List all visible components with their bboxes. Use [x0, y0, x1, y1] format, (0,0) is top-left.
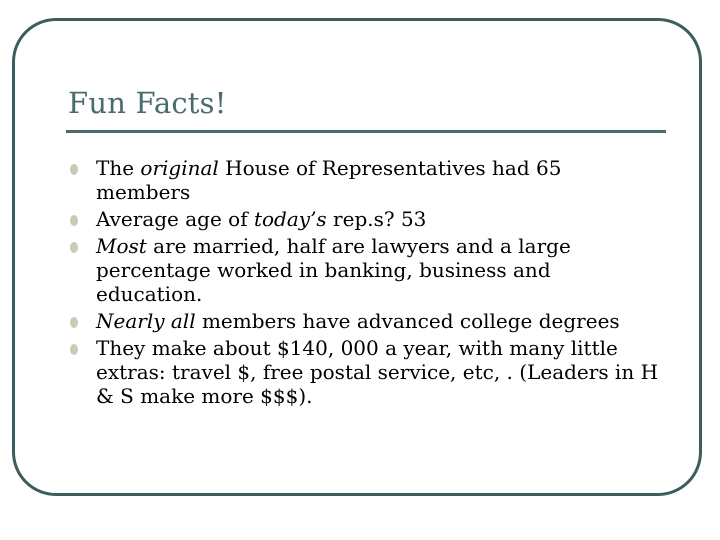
- bullet-text-part: Average age of: [96, 207, 254, 231]
- bullet-text-part: rep.s? 53: [326, 207, 427, 231]
- bullet-text-part: are married, half are lawyers and a large percentage worked in banking, business and education.: [96, 234, 571, 306]
- bullet-dot-icon: [70, 242, 78, 253]
- bullet-text-emphasis: Most: [96, 234, 147, 258]
- bullet-text-emphasis: Nearly all: [96, 309, 196, 333]
- bullet-text-emphasis: today’s: [253, 207, 327, 231]
- bullet-dot-icon: [70, 215, 78, 226]
- bullet-text-part: members have advanced college degrees: [195, 309, 620, 333]
- bullet-item: [68, 234, 658, 306]
- bullet-dot-icon: [70, 317, 78, 328]
- slide-title: Fun Facts!: [68, 86, 227, 120]
- bullet-dot-icon: [70, 344, 78, 355]
- bullet-item: [68, 336, 658, 408]
- bullet-dot-icon: [70, 164, 78, 175]
- bullet-text-emphasis: original: [140, 156, 219, 180]
- bullet-item: [68, 156, 658, 204]
- bullet-item: [68, 207, 658, 231]
- bullet-text-part: They make about $140, 000 a year, with many little extras: travel $, free postal service, etc, . (Leaders in H & S make more $$$).: [96, 336, 659, 408]
- bullet-text-part: House of Representatives had 65 members: [96, 156, 562, 204]
- bullet-text-part: The: [96, 156, 141, 180]
- bullet-list: [68, 156, 658, 411]
- title-underline: [66, 130, 666, 133]
- bullet-item: [68, 309, 658, 333]
